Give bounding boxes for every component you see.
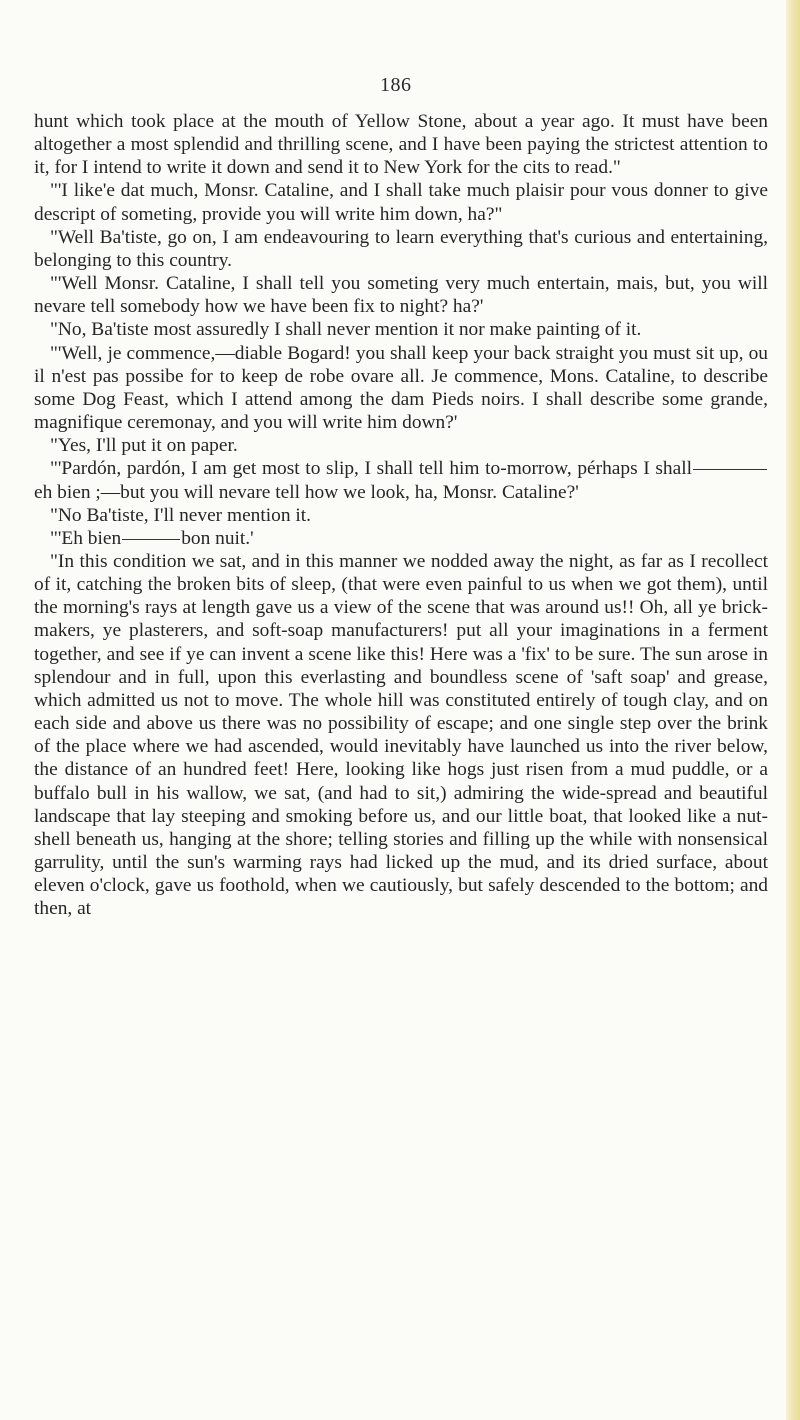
paragraph-9: "No Ba'tiste, I'll never mention it. <box>50 504 312 526</box>
paragraph-8-start: "'Pardón, pardón, I am get most to slip, I shall tell him to-morrow, pérhaps I shall <box>50 458 692 480</box>
paragraph-3: "Well Ba'tiste, go on, I am endeavouring to learn everything that's curious and entertaining, belonging to this country. <box>34 226 768 271</box>
paragraph-11: "In this condition we sat, and in this manner we nodded away the night, as far as I recollect of it, catching the broken bits of sleep, (that were even painful to us when we got them), until the morning's rays at length gave us a view of the scene that was around us!! Oh, all ye brick-makers, ye plasterers, and soft-soap manufacturers! put all your imaginations in a ferment together, and see if ye can invent a scene like this! Here was a 'fix' to be sure. The sun arose in splendour and in full, upon this everlasting and boundless scene of 'saft soap' and grease, which admitted us not to move. The whole hill was constituted entirely of tough clay, and on each side and above us there was no possibility of escape; and one single step over the brink of the place where we had ascended, would inevitably have launched us into the river below, the distance of an hundred feet! Here, looking like hogs just risen from a mud puddle, or a buffalo bull in his wallow, we sat, (and had to sit,) admiring the wide-spread and beautiful landscape that lay steeping and smoking before us, and our little boat, that looked like a nut-shell beneath us, hanging at the shore; telling stories and filling up the while with nonsensical garrulity, until the sun's warming rays had licked up the mud, and its dried surface, about eleven o'clock, gave us foothold, when we cautiously, but safely descended to the bottom; and then, at <box>34 550 768 920</box>
paragraph-1: hunt which took place at the mouth of Yellow Stone, about a year ago. It must have been altogether a most splendid and thrilling scene, and I have been paying the strictest attention to it, for I intend to write it down and send it to New York for the cits to read." <box>34 111 768 179</box>
paragraph-8 <box>34 457 768 503</box>
paragraph-8-end: eh bien ;—but you will nevare tell how we look, ha, Monsr. Cataline?' <box>34 481 579 503</box>
paragraph-4: "'Well Monsr. Cataline, I shall tell you someting very much entertain, mais, but, you will nevare tell somebody how we have been fix to night? ha?' <box>34 273 768 318</box>
page-edge-strip <box>786 0 800 1420</box>
paragraph-5: "No, Ba'tiste most assuredly I shall never mention it nor make painting of it. <box>50 319 642 341</box>
mid-dash <box>122 539 180 540</box>
paragraph-2: "'I like'e dat much, Monsr. Cataline, and I shall take much plaisir pour vous donner to give descript of someting, provide you will write him down, ha?" <box>34 180 768 225</box>
paragraph-7: "Yes, I'll put it on paper. <box>50 435 238 457</box>
page-number: 186 <box>380 74 412 96</box>
paragraph-6: "'Well, je commence,—diable Bogard! you shall keep your back straight you must sit up, ou il n'est pas possibe for to keep de robe ovare all. Je commence, Mons. Cataline, to describe some Dog Feast, which I attend among the dam Pieds noirs. I shall describe some grande, magnifique ceremonay, and you will write him down?' <box>34 342 768 434</box>
long-dash <box>693 469 767 470</box>
paragraph-10-start: "'Eh bien <box>50 527 122 549</box>
body-text <box>34 110 768 920</box>
paragraph-10-end: bon nuit.' <box>181 527 254 549</box>
paragraph-10 <box>34 527 768 550</box>
